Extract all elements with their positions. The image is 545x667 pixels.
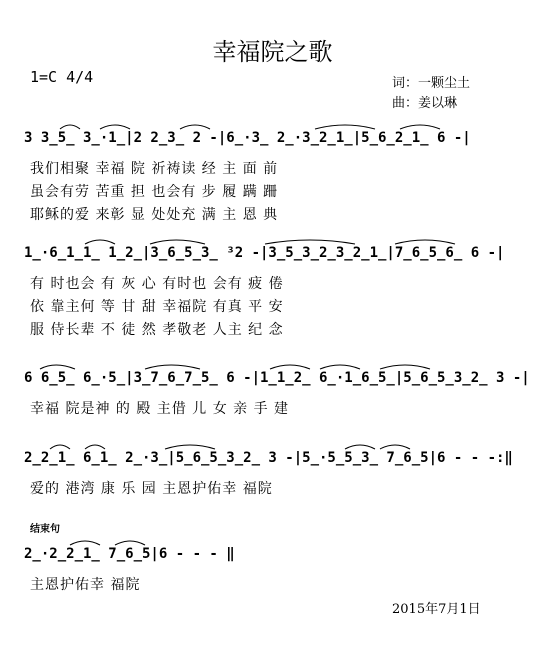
notation-line-4: 2̲2̲1̲ 6̲1̲ 2̲·3̲|5̲6̲5̲3̲2̲ 3 -|5̲·5̲5̲3̲ 7̲6̲5|6 - - -:‖ [24, 450, 513, 466]
lyricist-credit: 词：一颗尘土 [392, 76, 471, 91]
lyric-line: 爱的 港湾 康 乐 园 主恩护佑幸 福院 [30, 481, 273, 497]
notation-line-1: 3 3̲5̲ 3̲·1̲|2 2̲3̲ 2 -|6̲·3̲ 2̲·3̲2̲1̲|5̲6̲2̲1̲ 6 -| [24, 130, 471, 146]
composer-credit: 曲：姜以琳 [392, 96, 458, 111]
notation-line-2: 1̲·6̲1̲1̲ 1̲2̲|3̲6̲5̲3̲ ³2 -|3̲5̲3̲2̲3̲2̲1̲|7̲6̲5̲6̲ 6 -| [24, 245, 505, 261]
lyric-line: 主恩护佑幸 福院 [30, 577, 141, 593]
lyric-line: 耶稣的爱 来彰 显 处处充 满 主 恩 典 [30, 207, 279, 223]
key-signature: 1=C 4/4 [30, 68, 94, 86]
notation-line-3: 6 6̲5̲ 6̲·5̲|3̲7̲6̲7̲5̲ 6 -|1̲1̲2̲ 6̲·1̲6̲5̲|5̲6̲5̲3̲2̲ 3 -| [24, 370, 530, 386]
notation-ending: 2̲·2̲2̲1̲ 7̲6̲5|6 - - - ‖ [24, 546, 235, 562]
song-title: 幸福院之歌 [212, 38, 333, 66]
lyric-line: 幸福 院是神 的 殿 主借 儿 女 亲 手 建 [30, 401, 290, 417]
lyric-line: 虽会有劳 苦重 担 也会有 步 履 蹒 跚 [30, 184, 279, 200]
lyric-line: 依 靠主何 等 甘 甜 幸福院 有真 平 安 [30, 299, 284, 315]
ending-label: 结束句 [30, 524, 60, 535]
date-stamp: 2015年7月1日 [392, 602, 481, 617]
lyric-line: 有 时也会 有 灰 心 有时也 会有 疲 倦 [30, 276, 284, 292]
lyric-line: 我们相聚 幸福 院 祈祷读 经 主 面 前 [30, 161, 279, 177]
lyric-line: 服 侍长辈 不 徒 然 孝敬老 人主 纪 念 [30, 322, 284, 338]
